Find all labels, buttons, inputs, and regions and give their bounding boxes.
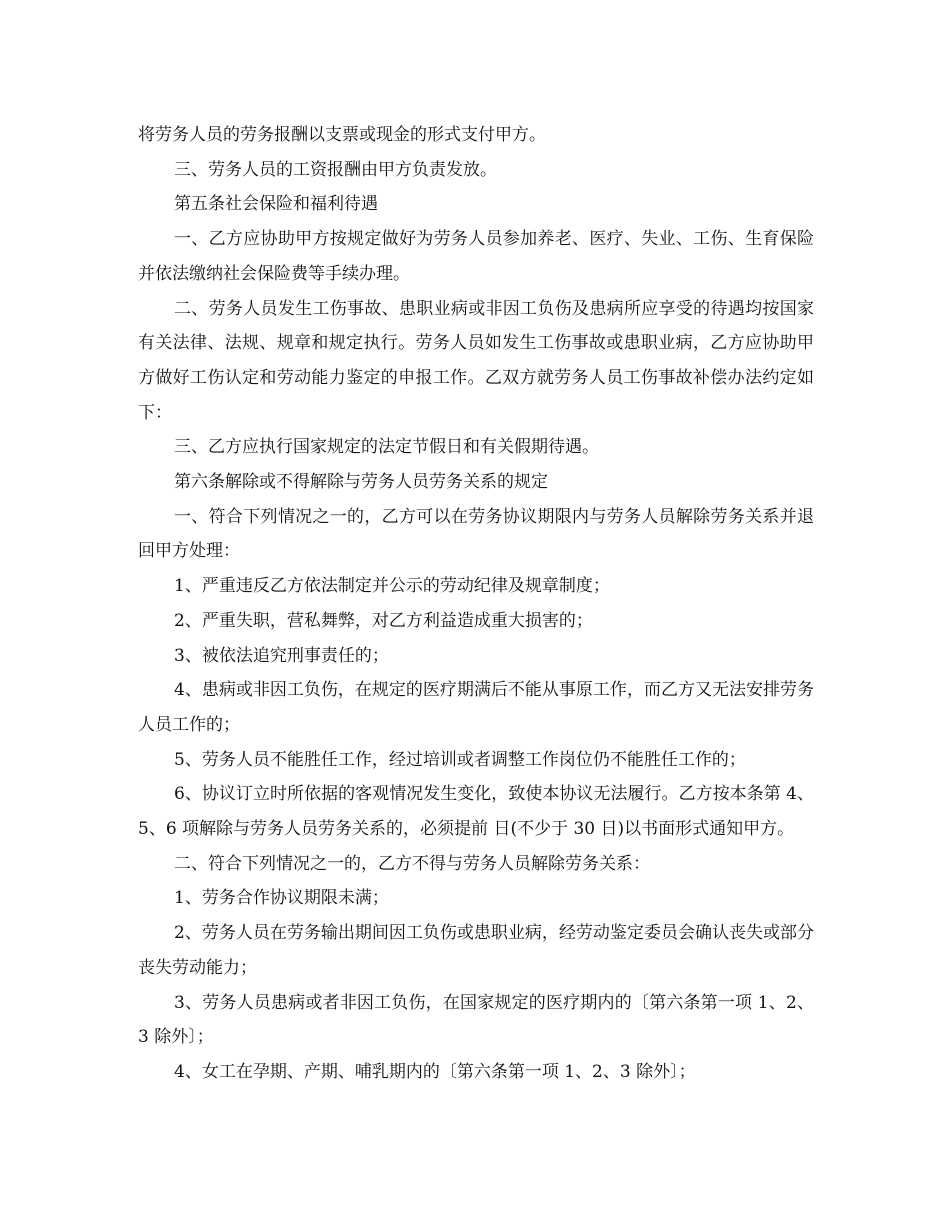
paragraph: 1、劳务合作协议期限未满； [174, 888, 389, 909]
paragraph: 一、符合下列情况之一的，乙方可以在劳务协议期限内与劳务人员解除劳务关系并退回甲方处理： [138, 506, 814, 562]
paragraph: 4、患病或非因工负伤，在规定的医疗期满后不能从事原工作，而乙方又无法安排劳务人员工作的； [138, 680, 814, 735]
paragraph: 将劳务人员的劳务报酬以支票或现金的形式支付甲方。 [138, 125, 546, 145]
paragraph: 三、乙方应执行国家规定的法定节假日和有关假期待遇。 [174, 437, 599, 458]
paragraph: 6、协议订立时所依据的客观情况发生变化，致使本协议无法履行。乙方按本条第 4、5、6 项解除与劳务人员劳务关系的，必须提前 日(不少于 30 日)以书面形式通知甲方。 [138, 784, 814, 840]
paragraph: 1、严重违反乙方依法制定并公示的劳动纪律及规章制度； [174, 576, 610, 597]
paragraph: 2、严重失职，营私舞弊，对乙方利益造成重大损害的； [174, 610, 593, 631]
document-body [138, 118, 814, 1090]
paragraph: 3、被依法追究刑事责任的； [174, 645, 389, 666]
paragraph: 4、女工在孕期、产期、哺乳期内的〔第六条第一项 1、2、3 除外〕； [174, 1061, 696, 1082]
paragraph: 二、劳务人员发生工伤事故、患职业病或非因工负伤及患病所应享受的待遇均按国家有关法律、法规、规章和规定执行。劳务人员如发生工伤事故或患职业病，乙方应协助甲方做好工伤认定和劳动能力鉴定的申报工作。乙双方就劳务人员工伤事故补偿办法约定如下： [138, 298, 814, 423]
paragraph: 第五条社会保险和福利待遇 [174, 194, 378, 215]
paragraph: 3、劳务人员患病或者非因工负伤，在国家规定的医疗期内的〔第六条第一项 1、2、3 除外〕； [138, 992, 814, 1048]
paragraph: 第六条解除或不得解除与劳务人员劳务关系的规定 [174, 472, 548, 493]
paragraph: 二、符合下列情况之一的，乙方不得与劳务人员解除劳务关系： [174, 853, 650, 874]
paragraph: 5、劳务人员不能胜任工作，经过培训或者调整工作岗位仍不能胜任工作的； [174, 749, 746, 770]
paragraph: 三、劳务人员的工资报酬由甲方负责发放。 [174, 159, 497, 180]
paragraph: 一、乙方应协助甲方按规定做好为劳务人员参加养老、医疗、失业、工伤、生育保险并依法缴纳社会保险费等手续办理。 [138, 229, 814, 284]
paragraph: 2、劳务人员在劳务输出期间因工负伤或患职业病，经劳动鉴定委员会确认丧失或部分丧失劳动能力； [138, 923, 814, 978]
